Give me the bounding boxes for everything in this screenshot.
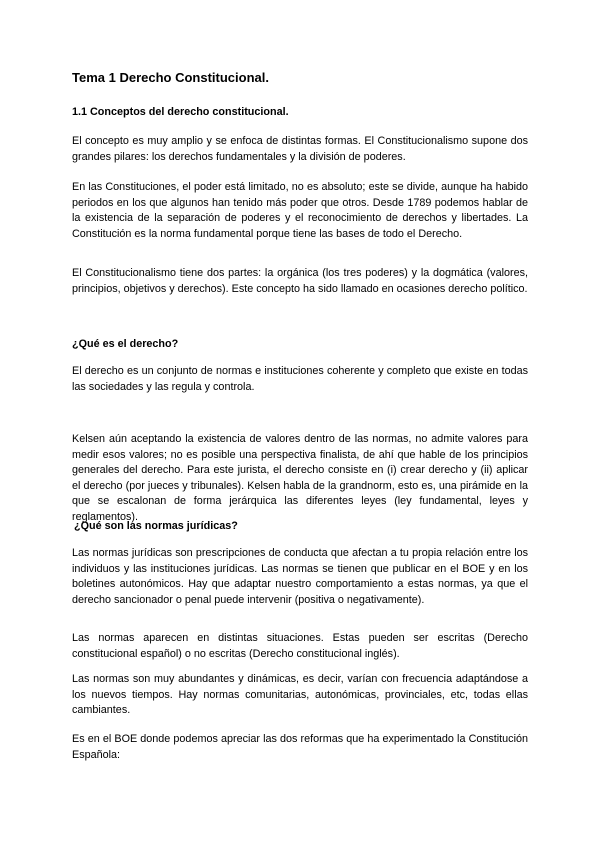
- paragraph: El derecho es un conjunto de normas e instituciones coherente y completo que existe en todas las sociedades y las regula y controla.: [72, 365, 528, 393]
- section-heading-que-es-derecho: ¿Qué es el derecho?: [72, 338, 179, 350]
- paragraph: Las normas son muy abundantes y dinámicas, es decir, varían con frecuencia adaptándose a los nuevos tiempos. Hay normas comunitarias, autonómicas, provinciales, etc, todas ellas cambiantes.: [72, 673, 528, 716]
- paragraph: El concepto es muy amplio y se enfoca de distintas formas. El Constitucionalismo supone dos grandes pilares: los derechos fundamentales y la división de poderes.: [72, 135, 528, 163]
- paragraph: El Constitucionalismo tiene dos partes: la orgánica (los tres poderes) y la dogmática (valores, principios, objetivos y derechos). Este concepto ha sido llamado en ocasiones derecho político.: [72, 267, 528, 295]
- section-heading-conceptos: 1.1 Conceptos del derecho constitucional.: [72, 106, 289, 118]
- paragraph: En las Constituciones, el poder está limitado, no es absoluto; este se divide, aunque ha habido periodos en los que algunos han tenido más poder que otros. Desde 1789 podemos hablar de la existencia de la separación de poderes y el reconocimiento de derechos y libertades. La Constitución es la norma fundamental porque tiene las bases de todo el Derecho.: [72, 181, 528, 240]
- paragraph: Kelsen aún aceptando la existencia de valores dentro de las normas, no admite valores para medir esos valores; no es posible una perspectiva finalista, de ahí que hable de los principios generales del derecho. Para este jurista, el derecho consiste en (i) crear derecho y (ii) aplicar el derecho (por jueces y tribunales). Kelsen habla de la grandnorm, esto es, una pirámide en la que se escalonan de forma jerárquica las diferentes leyes (ley fundamental, leyes y reglamentos).: [72, 433, 528, 523]
- document-title: Tema 1 Derecho Constitucional.: [72, 70, 269, 85]
- section-heading-normas-juridicas: ¿Qué son las normas jurídicas?: [74, 520, 238, 532]
- paragraph: Es en el BOE donde podemos apreciar las dos reformas que ha experimentado la Constitución Española:: [72, 733, 528, 761]
- paragraph: Las normas aparecen en distintas situaciones. Estas pueden ser escritas (Derecho constitucional español) o no escritas (Derecho constitucional inglés).: [72, 632, 528, 660]
- paragraph: Las normas jurídicas son prescripciones de conducta que afectan a tu propia relación entre los individuos y las instituciones jurídicas. Las normas se tienen que publicar en el BOE y en los boletines autonómicos. Hay que adaptar nuestro comportamiento a estas normas, ya que el derecho sancionador o penal puede intervenir (positiva o negativamente).: [72, 547, 528, 606]
